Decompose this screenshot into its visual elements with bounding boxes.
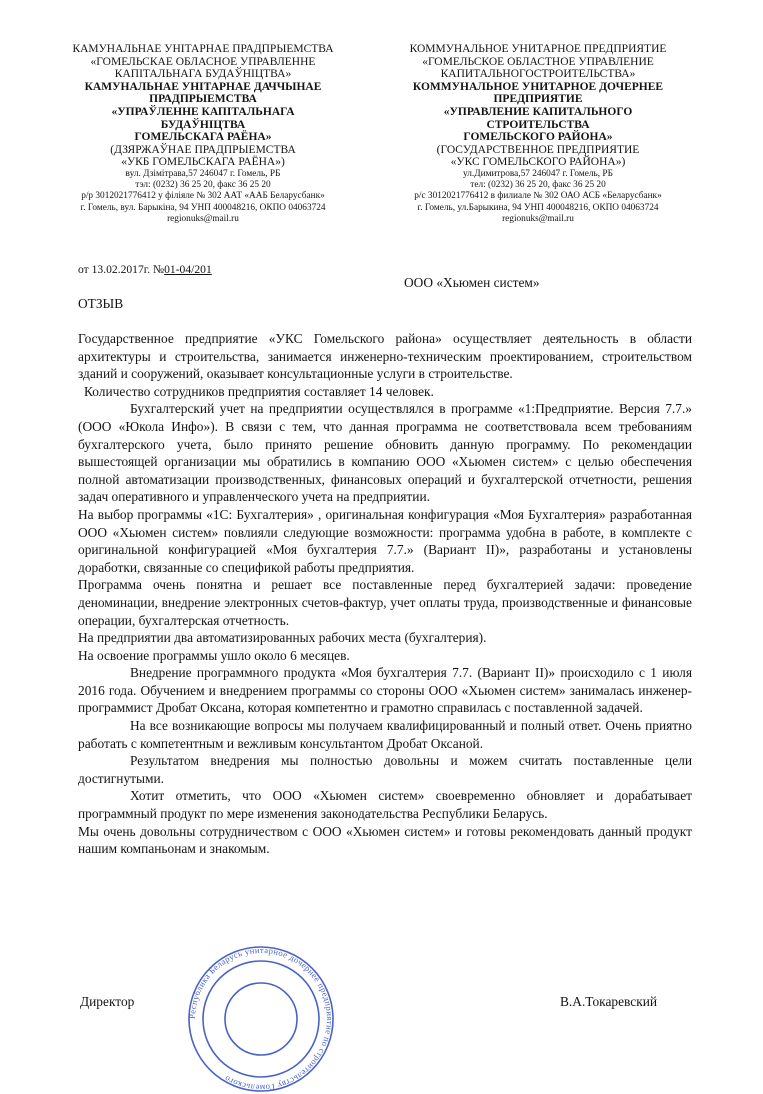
letterhead-right bbox=[392, 43, 684, 225]
letterhead-line: ГОМЕЛЬСКАГА РАЁНА» bbox=[134, 131, 272, 144]
signatory-position: Директор bbox=[80, 994, 135, 1009]
letterhead-line: ПРЕДПРИЯТИЕ bbox=[493, 93, 583, 106]
letterhead-line: тэл: (0232) 36 25 20, факс 36 25 20 bbox=[135, 180, 271, 191]
letterhead-line: «УПРАЎЛЕННЕ КАПІТАЛЬНАГА bbox=[111, 105, 295, 118]
letterhead-line: вул. Дзімітрава,57 246047 г. Гомель, РБ bbox=[125, 168, 281, 179]
body-paragraph: Количество сотрудников предприятия составляет 14 человек. bbox=[84, 383, 434, 399]
letterhead-line: г. Гомель, вул. Барыкіна, 94 УНП 400048216, ОКПО 04063724 bbox=[80, 202, 326, 213]
letterhead-line: КОММУНАЛЬНОЕ УНИТАРНОЕ ПРЕДПРИЯТИЕ bbox=[409, 43, 667, 55]
stamp-text: Республика Беларусь унитарное дочернее предприятие по строительству Гомельского bbox=[186, 944, 336, 1094]
letterhead-line: БУДАЎНІЦТВА bbox=[160, 118, 246, 131]
body-paragraph: На освоение программы ушло около 6 месяцев. bbox=[78, 647, 350, 663]
letterhead-line: ПРАДПРЫЕМСТВА bbox=[149, 93, 257, 106]
body-paragraph: Программа очень понятна и решает все поставленные перед бухгалтерией задачи: проведение деноминации, внедрение электронных счетов-фактур, учет оплаты труда, производственные и финансовые операции, бухгалтерская отчетность. bbox=[78, 577, 692, 628]
letterhead-left bbox=[62, 43, 344, 225]
official-stamp bbox=[186, 944, 336, 1094]
body-paragraph: На все возникающие вопросы мы получаем квалифицированный и полный ответ. Очень приятно работать с компетентным и вежливым консультантом Дробат Оксаной. bbox=[78, 718, 692, 751]
letterhead-line: «УКБ ГОМЕЛЬСКАГА РАЁНА») bbox=[121, 156, 285, 169]
reference-prefix: от 13.02.2017г. № bbox=[78, 263, 165, 276]
letterhead-line: г. Гомель, ул.Барыкина, 94 УНП 400048216, ОКПО 04063724 bbox=[417, 202, 659, 213]
body-paragraph: Мы очень довольны сотрудничеством с ООО «Хьюмен систем» и готовы рекомендовать данный продукт нашим компаньонам и знакомым. bbox=[78, 823, 692, 857]
letterhead-line: ул.Димитрова,57 246047 г. Гомель, РБ bbox=[463, 168, 613, 179]
document-title: ОТЗЫВ bbox=[78, 296, 124, 311]
recipient: ООО «Хьюмен систем» bbox=[404, 275, 540, 290]
svg-text:Республика Беларусь унитарное bbox=[187, 945, 335, 1093]
document-reference bbox=[78, 263, 212, 276]
letterhead-line: КАМУНАЛЬНАЕ УНІТАРНАЕ ПРАДПРЫЕМСТВА bbox=[72, 43, 334, 55]
letterhead-email: regionuks@mail.ru bbox=[167, 213, 239, 224]
letterhead-line: р/р 3012021776412 у філіяле № 302 ААТ «ААБ Беларусбанк» bbox=[81, 191, 325, 202]
body-paragraph: Бухгалтерский учет на предприятии осуществлялся в программе «1:Предприятие. Версия 7.7.» (ООО «Юкола Инфо»). В связи с тем, что данная программа не соответствовала всем требованиям бухгалтерского учета, было принято решение обновить данную программу. По рекомендации вышестоящей организации мы обратились в компанию ООО «Хьюмен систем» с целью обеспечения полной автоматизации производственных, финансовых операций и бухгалтерской отчетности, решения задач оперативного и управленческого учета на предприятии. bbox=[78, 401, 692, 505]
signatory-name: В.А.Токаревский bbox=[560, 994, 658, 1009]
body-paragraph: Результатом внедрения мы полностью довольны и можем считать поставленные цели достигнутыми. bbox=[78, 753, 692, 786]
letterhead-line: тел: (0232) 36 25 20, факс 36 25 20 bbox=[470, 180, 606, 191]
body-paragraph: На выбор программы «1С: Бухгалтерия» , оригинальная конфигурация «Моя Бухгалтерия» разработанная ООО «Хьюмен систем» повлияли следующие возможности: программа удобна в работе, в комплекте с оригинальной конфигурацией «Моя бухгалтерия 7.7.» (Вариант II)», разработаны и установлены доработки, связанные со спецификой работы предприятия. bbox=[78, 506, 692, 575]
letterhead-line: р/с 3012021776412 в филиале № 302 ОАО АСБ «Беларусбанк» bbox=[414, 191, 662, 202]
letterhead-line: КАПІТАЛЬНАГА БУДАЎНІЦТВА» bbox=[114, 68, 292, 81]
letterhead-email: regionuks@mail.ru bbox=[502, 213, 574, 224]
letterhead-line: (ДЗЯРЖАЎНАЕ ПРАДПРЫЕМСТВА bbox=[110, 143, 296, 156]
letterhead-line: «УПРАВЛЕНИЕ КАПИТАЛЬНОГО bbox=[443, 105, 633, 118]
body-paragraph: Государственное предприятие «УКС Гомельского района» осуществляет деятельность в области архитектуры и строительства, занимается инженерно-техническим проектированием, строительством зданий и сооружений, оказывает консультационные услуги в строительстве. bbox=[78, 331, 692, 382]
letterhead-line: КОММУНАЛЬНОЕ УНИТАРНОЕ ДОЧЕРНЕЕ bbox=[412, 80, 664, 93]
letterhead-line: (ГОСУДАРСТВЕННОЕ ПРЕДПРИЯТИЕ bbox=[436, 143, 640, 156]
reference-number: 01-04/201 bbox=[164, 263, 212, 276]
letterhead-line: СТРОИТЕЛЬСТВА bbox=[486, 118, 590, 131]
letterhead-line: «УКС ГОМЕЛЬСКОГО РАЙОНА») bbox=[450, 156, 626, 169]
letterhead-line: «ГОМЕЛЬСКОЕ ОБЛАСТНОЕ УПРАВЛЕНИЕ bbox=[422, 55, 654, 68]
document-body bbox=[78, 330, 692, 858]
letterhead-line: ГОМЕЛЬСКОГО РАЙОНА» bbox=[463, 131, 613, 144]
body-paragraph: Внедрение программного продукта «Моя бухгалтерия 7.7. (Вариант II)» происходило с 1 июля 2016 года. Обучением и внедрением программы со стороны ООО «Хьюмен систем» занималась инженер-программист Дробат Оксана, которая компетентно и грамотно справилась с поставленной задачей. bbox=[78, 665, 692, 716]
letterhead-line: «ГОМЕЛЬСКАЕ ОБЛАСНОЕ УПРАВЛЕННЕ bbox=[90, 55, 316, 68]
letterhead-line: КАПИТАЛЬНОГОСТРОИТЕЛЬСТВА» bbox=[440, 68, 636, 81]
body-paragraph: На предприятии два автоматизированных рабочих места (бухгалтерия). bbox=[78, 630, 487, 646]
body-paragraph: Хотит отметить, что ООО «Хьюмен систем» своевременно обновляет и дорабатывает программный продукт по мере изменения законодательства Республики Беларусь. bbox=[78, 788, 692, 822]
letterhead-line: КАМУНАЛЬНАЕ УНІТАРНАЕ ДАЧЧЫНАЕ bbox=[84, 80, 322, 93]
